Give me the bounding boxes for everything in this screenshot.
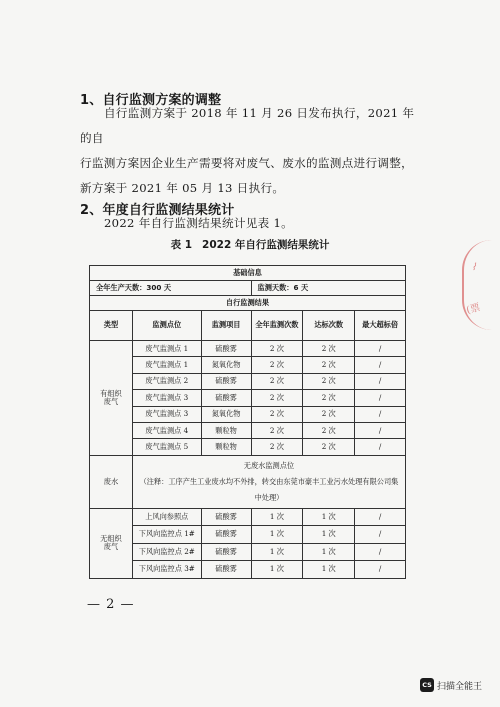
pass-cell: 2 次 [303,439,355,455]
max-cell: / [355,422,406,438]
pass-cell: 1 次 [303,526,355,544]
wastewater-type-cell: 废水 [90,455,133,508]
count-cell: 1 次 [251,526,303,544]
wastewater-row [90,455,406,508]
count-cell: 2 次 [251,390,303,406]
table-row [90,422,406,438]
pass-cell: 2 次 [303,390,355,406]
item-cell: 氮氧化物 [201,357,251,373]
point-cell: 下风向监控点 2# [132,543,201,561]
point-cell: 废气监测点 4 [132,422,201,438]
point-cell: 废气监测点 1 [132,357,201,373]
camscanner-icon: CS [420,678,434,692]
section-1-line-3: 新方案于 2021 年 05 月 13 日执行。 [80,181,285,195]
pass-cell: 1 次 [303,561,355,579]
count-cell: 1 次 [251,543,303,561]
count-cell: 1 次 [251,508,303,526]
results-title-row [90,296,406,311]
header-count: 全年监测次数 [251,311,303,341]
header-type: 类型 [90,311,133,341]
count-cell: 2 次 [251,373,303,389]
count-cell: 2 次 [251,357,303,373]
max-cell: / [355,508,406,526]
table-row [90,341,406,357]
count-cell: 2 次 [251,422,303,438]
pass-cell: 2 次 [303,373,355,389]
max-cell: / [355,390,406,406]
point-cell: 废气监测点 1 [132,341,201,357]
scanner-watermark [420,678,482,692]
item-cell: 硫酸雾 [201,543,251,561]
pass-cell: 2 次 [303,422,355,438]
section-1-paragraph [80,101,420,201]
pass-cell: 1 次 [303,543,355,561]
table-row [90,357,406,373]
unorganized-type-cell: 无组织废气 [90,508,133,578]
max-cell: / [355,561,406,579]
days-row [90,281,406,296]
header-row [90,311,406,341]
header-point: 监测点位 [132,311,201,341]
results-title: 自行监测结果 [90,296,406,311]
pass-cell: 1 次 [303,508,355,526]
point-cell: 废气监测点 2 [132,373,201,389]
count-cell: 1 次 [251,561,303,579]
page-number: — 2 — [87,597,135,612]
table-caption-title: 2022 年自行监测结果统计 [202,239,330,251]
max-cell: / [355,373,406,389]
max-cell: / [355,543,406,561]
header-pass: 达标次数 [303,311,355,341]
stamp-mark: (票 [465,302,482,317]
max-cell: / [355,526,406,544]
point-cell: 废气监测点 5 [132,439,201,455]
max-cell: / [355,357,406,373]
wastewater-line-2: （注释：工序产生工业废水均不外排，转交由东莞市豪丰工业污水处理有限公司集中处理） [139,476,399,502]
table-row [90,373,406,389]
table-row [90,508,406,526]
item-cell: 颗粒物 [201,422,251,438]
max-cell: / [355,406,406,422]
count-cell: 2 次 [251,341,303,357]
pass-cell: 2 次 [303,341,355,357]
table-row [90,406,406,422]
monitoring-results-table [89,265,406,579]
table-caption [0,237,500,252]
table-row [90,526,406,544]
stamp-mark: ⌇ [470,261,479,274]
seal-stamp-fragment [462,240,492,330]
table-row [90,439,406,455]
item-cell: 颗粒物 [201,439,251,455]
point-cell: 下风向监控点 1# [132,526,201,544]
basic-info-row [90,266,406,281]
table-row [90,561,406,579]
monitoring-days: 监测天数：6 天 [251,281,406,296]
organized-type-cell: 有组织废气 [90,341,133,456]
point-cell: 下风向监控点 3# [132,561,201,579]
point-cell: 废气监测点 3 [132,390,201,406]
section-2-paragraph [80,211,420,236]
table-row [90,390,406,406]
section-2-line-1: 2022 年自行监测结果统计见表 1。 [104,216,294,230]
item-cell: 硫酸雾 [201,341,251,357]
item-cell: 硫酸雾 [201,373,251,389]
item-cell: 氮氧化物 [201,406,251,422]
production-days: 全年生产天数：300 天 [90,281,252,296]
section-1-heading: 1、自行监测方案的调整 [80,93,222,108]
pass-cell: 2 次 [303,406,355,422]
item-cell: 硫酸雾 [201,508,251,526]
item-cell: 硫酸雾 [201,526,251,544]
basic-info-title: 基础信息 [90,266,406,281]
table-row [90,543,406,561]
section-2-heading: 2、年度自行监测结果统计 [80,203,235,218]
count-cell: 2 次 [251,406,303,422]
max-cell: / [355,439,406,455]
max-cell: / [355,341,406,357]
table-caption-number: 表 1 [170,239,193,251]
header-item: 监测项目 [201,311,251,341]
point-cell: 上风向参照点 [132,508,201,526]
count-cell: 2 次 [251,439,303,455]
wastewater-line-1: 无废水监测点位 [243,460,295,470]
header-max: 最大超标倍 [355,311,406,341]
section-1-line-2: 行监测方案因企业生产需要将对废气、废水的监测点进行调整， [80,156,414,170]
scanner-label: 扫描全能王 [437,681,483,692]
wastewater-note-cell [132,455,405,508]
section-1-line-1: 自行监测方案于 2018 年 11 月 26 日发布执行，2021 年的自 [80,106,415,145]
item-cell: 硫酸雾 [201,561,251,579]
item-cell: 硫酸雾 [201,390,251,406]
point-cell: 废气监测点 3 [132,406,201,422]
pass-cell: 2 次 [303,357,355,373]
